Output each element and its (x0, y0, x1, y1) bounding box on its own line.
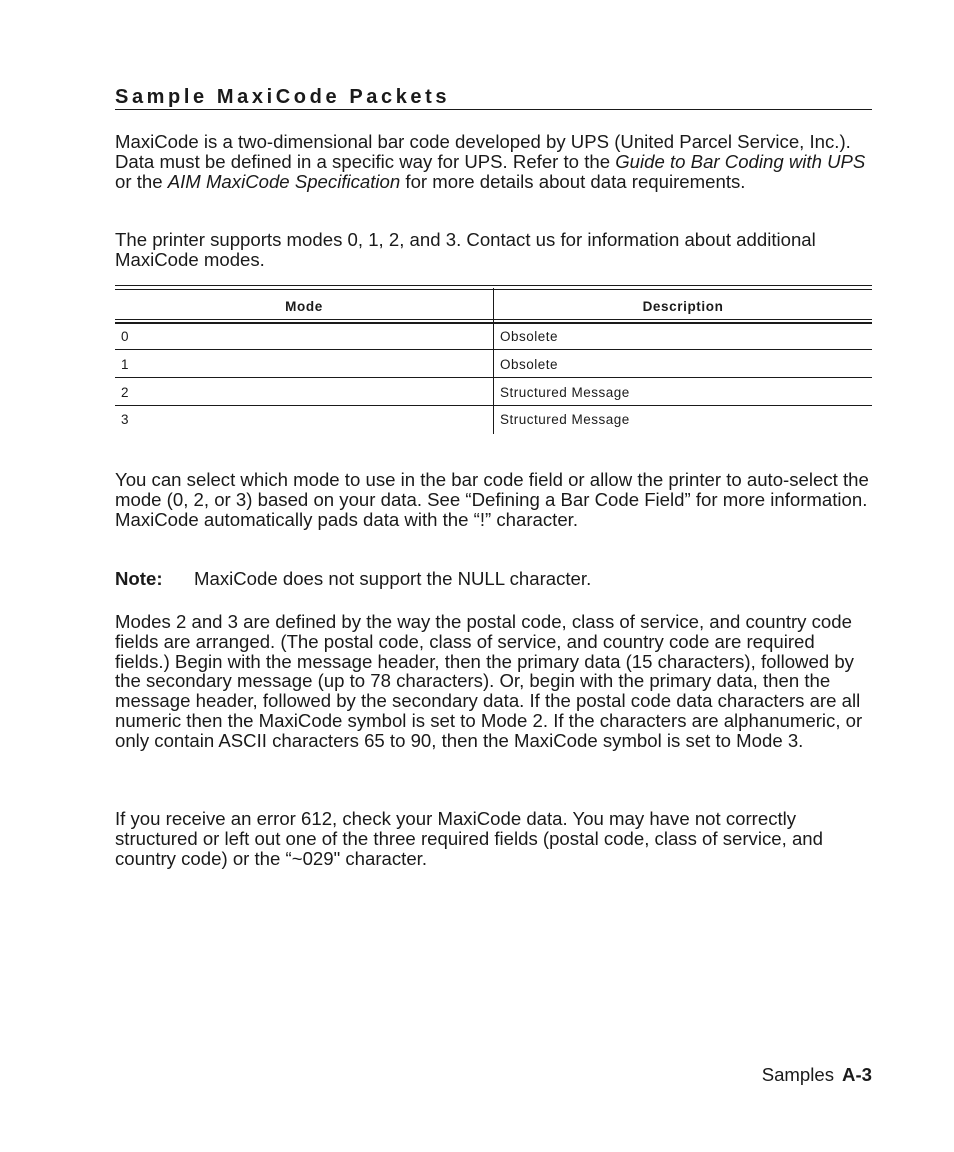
table-cell-mode: 2 (121, 385, 130, 400)
table-top-rule (115, 285, 872, 286)
header-rule-thick (115, 322, 872, 324)
modes-paragraph: The printer supports modes 0, 1, 2, and 3. Contact us for information about additional MaxiCode modes. (115, 229, 816, 270)
mode-structure-paragraph: Modes 2 and 3 are defined by the way the postal code, class of service, and country code fields are arranged. (The postal code, class of service, and country code are required fields.) Begin with the message header, then the primary data (15 characters), followed by the secondary message (up to 78 characters). Or, begin with the primary data, then the message header, followed by the secondary data. If the postal code data characters are all numeric then the MaxiCode symbol is set to Mode 2. If the characters are alphanumeric, or only contain ASCII characters 65 to 90, then the MaxiCode symbol is set to Mode 3. (115, 611, 863, 751)
intro-reference-aim-spec: AIM MaxiCode Specification (167, 170, 401, 192)
page-number: A-3 (842, 1064, 872, 1085)
document-page (115, 0, 872, 1152)
intro-text-1: MaxiCode is a two-dimensional bar code developed by UPS (United Parcel Service, Inc.). Data must be defined in a specific way for UPS. Refer to the (115, 131, 851, 172)
intro-text-3: for more details about data requirements. (400, 170, 746, 192)
section-title: Sample MaxiCode Packets (115, 86, 451, 108)
intro-text-2: or the (115, 170, 168, 192)
intro-paragraph (115, 132, 872, 191)
table-header-mode: Mode (285, 299, 323, 314)
note-label: Note: (115, 568, 163, 589)
table-cell-mode: 1 (121, 357, 130, 372)
table-cell-description: Obsolete (500, 329, 559, 344)
error-paragraph: If you receive an error 612, check your MaxiCode data. You may have not correctly structured or left out one of the three required fields (postal code, class of service, and country code) or the “~029" character. (115, 808, 823, 869)
header-rule (115, 319, 872, 320)
table-cell-mode: 3 (121, 412, 130, 427)
note-text: MaxiCode does not support the NULL character. (194, 568, 592, 589)
note (115, 569, 872, 589)
intro-reference-ups-guide: Guide to Bar Coding with UPS (615, 150, 866, 172)
page-footer (762, 1064, 872, 1086)
footer-section: Samples (761, 1064, 835, 1085)
table-header-description: Description (642, 299, 724, 314)
table-cell-mode: 0 (121, 329, 130, 344)
table-row-rule (115, 377, 872, 378)
table-cell-description: Structured Message (500, 385, 630, 400)
table-row-rule (115, 349, 872, 350)
table-cell-description: Structured Message (500, 412, 630, 427)
table-cell-description: Obsolete (500, 357, 559, 372)
mode-table (115, 285, 872, 434)
title-underline (115, 109, 872, 110)
mode-selection-paragraph: You can select which mode to use in the bar code field or allow the printer to auto-select the mode (0, 2, or 3) based on your data. See “Defining a Bar Code Field” for more information. MaxiCode automatically pads data with the “!” character. (115, 469, 869, 530)
table-row-rule (115, 405, 872, 406)
